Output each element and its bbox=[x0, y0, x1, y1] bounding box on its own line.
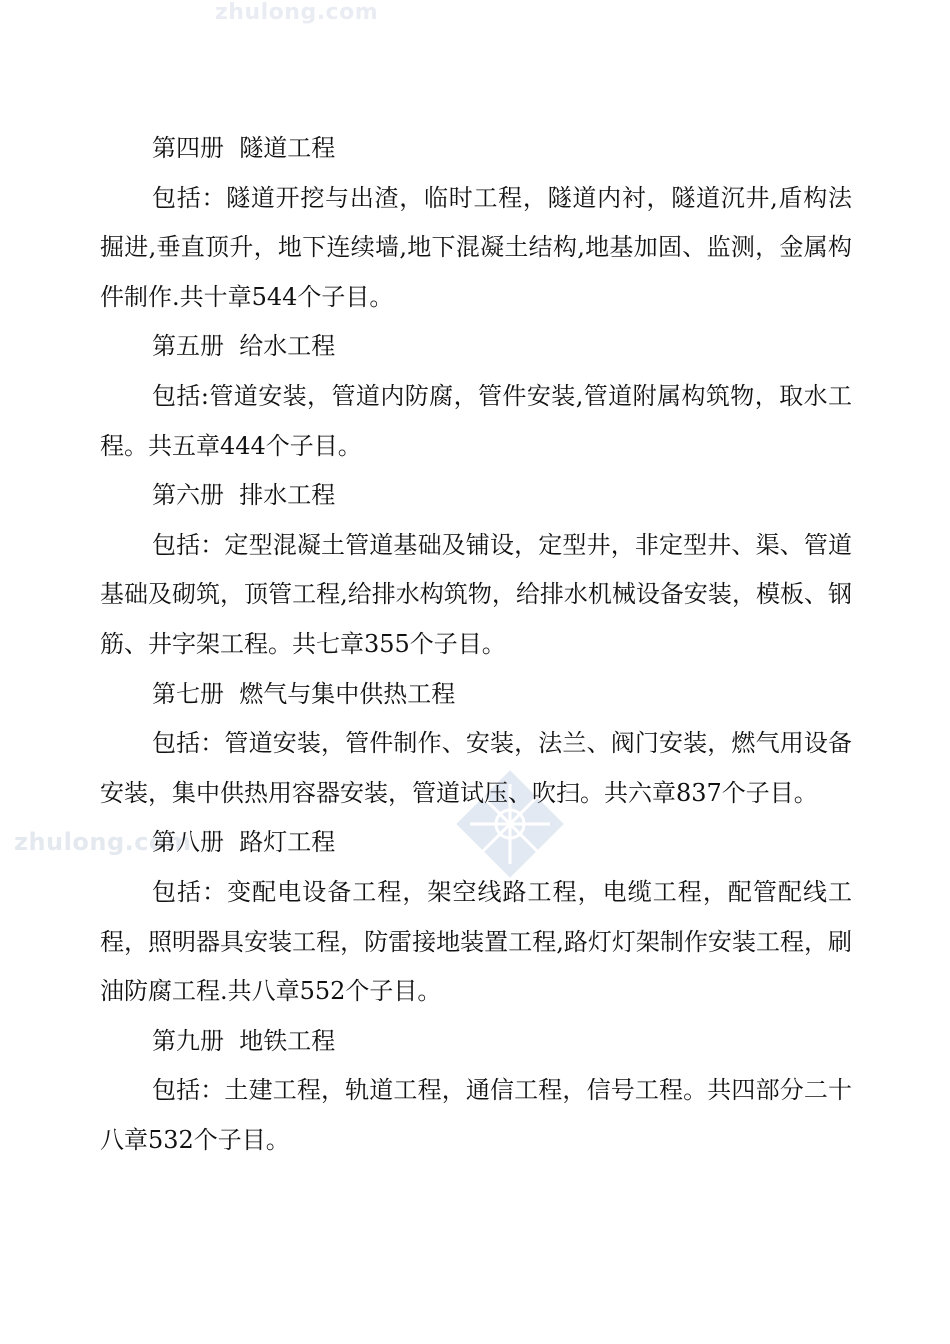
section-body-9: 包括：土建工程，轨道工程，通信工程，信号工程。共四部分二十八章532个子目。 bbox=[100, 1076, 852, 1154]
section-body-4: 包括：隧道开挖与出渣，临时工程，隧道内衬，隧道沉井,盾构法掘进,垂直顶升，地下连续墙,地下混凝土结构,地基加固、监测，金属构件制作.共十章544个子目。 bbox=[100, 183, 852, 311]
section-heading-8: 第八册 路灯工程 bbox=[152, 828, 336, 857]
section-body-7: 包括：管道安装，管件制作、安装，法兰、阀门安装，燃气用设备安装，集中供热用容器安装，管道试压、吹扫。共六章837个子目。 bbox=[100, 729, 852, 807]
section-body-6: 包括：定型混凝土管道基础及铺设，定型井，非定型井、渠、管道基础及砌筑，顶管工程,给排水构筑物，给排水机械设备安装，模板、钢筋、井字架工程。共七章355个子目。 bbox=[100, 530, 852, 658]
document-body bbox=[100, 124, 852, 1165]
section-heading-5: 第五册 给水工程 bbox=[152, 332, 336, 361]
section-heading-4: 第四册 隧道工程 bbox=[152, 134, 336, 162]
section-heading-6: 第六册 排水工程 bbox=[152, 481, 336, 510]
section-heading-7: 第七册 燃气与集中供热工程 bbox=[152, 679, 456, 708]
section-body-5: 包括:管道安装，管道内防腐，管件安装,管道附属构筑物，取水工程。共五章444个子目。 bbox=[100, 381, 852, 460]
watermark-top: zhulong.com bbox=[215, 0, 379, 25]
section-heading-9: 第九册 地铁工程 bbox=[152, 1026, 336, 1055]
watermark-middle: zhulong.com bbox=[14, 828, 192, 856]
section-body-8: 包括：变配电设备工程，架空线路工程，电缆工程，配管配线工程，照明器具安装工程，防雷接地装置工程,路灯灯架制作安装工程，刷油防腐工程.共八章552个子目。 bbox=[100, 877, 852, 1006]
